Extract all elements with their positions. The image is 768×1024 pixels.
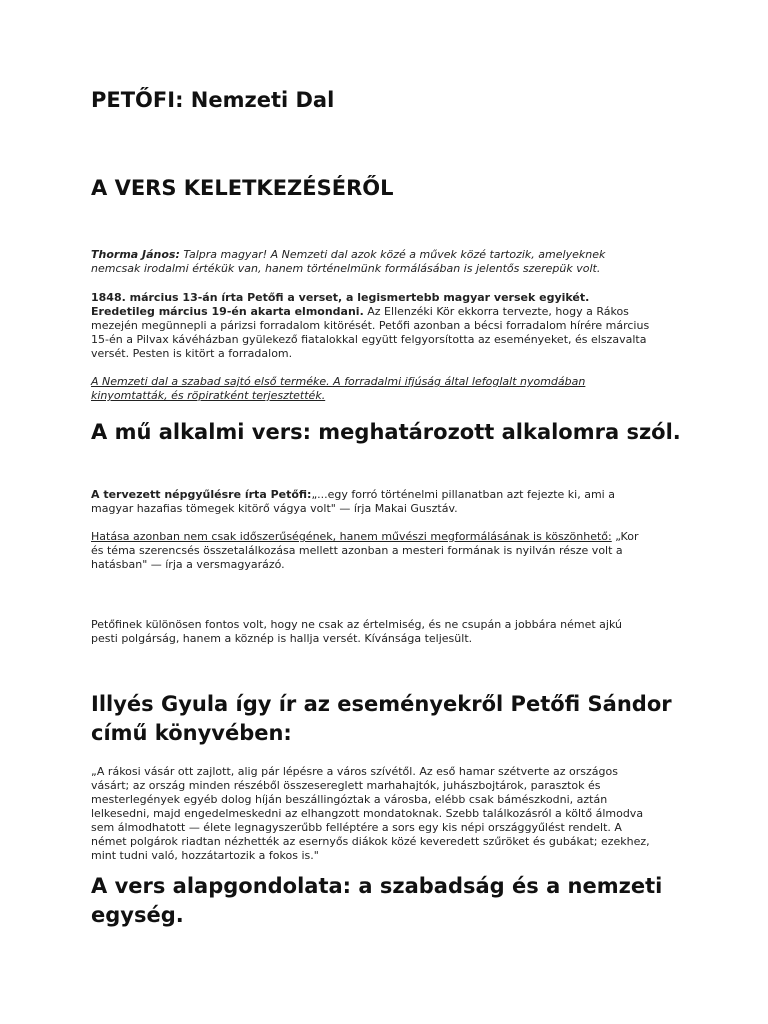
page-title: PETŐFI: Nemzeti Dal [91,88,335,112]
section-heading-origin: A VERS KELETKEZÉSÉRŐL [91,176,394,200]
quote-text: Talpra magyar! A Nemzeti dal azok közé a művek közé tartozik, amelyeknek nemcsak irodalmi értékük van, hanem történelmünk formálásában is jelentős szerepük volt. [91,248,606,275]
history-paragraph [91,291,651,361]
effect-underlined-text: Hatása azonban nem csak időszerűségének, hanem művészi megformálásának is köszönhető: [91,530,612,543]
illyes-quote-paragraph: „A rákosi vásár ott zajlott, alig pár lépésre a város szívétől. Az eső hamar szétverte az országos vásárt; az ország minden részéből összesereglett marhahajtók, juhászbojtárok, parasztok és mesterlegények egyéb dolog híján beszállingóztak a városba, elébb csak bámészkodni, aztán lelkesedni, majd engedelmeskedni az elhangzott mondatoknak. Szebb találkozásról a költő álmodva sem álmodhatott — élete legnagyszerűbb felléptére a sors egy kis népi országgyűlést rendelt. A német polgárok riadtan nézhették az esernyős diákok közé keveredett szűröket és gubákat; ezekhez, mint tudni való, hozzátartozik a fokos is." [91,765,650,862]
effect-paragraph [91,530,651,572]
section-heading-main-idea: A vers alapgondolata: a szabadság és a nemzeti egység. [91,874,663,927]
history-bold-text: 1848. március 13-án írta Petőfi a verset, a legismertebb magyar versek egyikét. Eredetileg március 19-én akarta elmondani. [91,291,590,318]
effect-text: „Kor és téma szerencsés összetalálkozása mellett azonban a mesteri formának is nyilván része volt a hatásban" — írja a versmagyarázó. [91,530,639,571]
audience-paragraph: Petőfinek különösen fontos volt, hogy ne csak az értelmiség, és ne csupán a jobbára német ajkú pesti polgárság, hanem a köznép is hallja versét. Kívánsága teljesült. [91,618,622,645]
makai-paragraph [91,488,651,516]
section-heading-illyes: Illyés Gyula így ír az eseményekről Petőfi Sándor című könyvében: [91,692,672,745]
free-press-paragraph: A Nemzeti dal a szabad sajtó első terméke. A forradalmi ifjúság által lefoglalt nyomdában kinyomtatták, és röpiratként terjesztették. [91,375,586,402]
section-heading-occasional-poem: A mű alkalmi vers: meghatározott alkalomra szól. [91,420,681,444]
makai-bold-text: A tervezett népgyűlésre írta Petőfi: [91,488,312,501]
thorma-quote-paragraph [91,248,651,276]
history-text: Az Ellenzéki Kör ekkorra tervezte, hogy a Rákos mezején megünnepli a párizsi forradalom kitörését. Petőfi azonban a bécsi forradalom hírére március 15-én a Pilvax kávéházban gyülekező fiatalokkal együtt felgyorsította az eseményeket, és elszavalta versét. Pesten is kitört a forradalom. [91,305,650,360]
quote-author: Thorma János: [91,248,180,261]
makai-text: „...egy forró történelmi pillanatban azt fejezte ki, ami a magyar hazafias tömegek kitörő vágya volt" — írja Makai Gusztáv. [91,488,615,515]
